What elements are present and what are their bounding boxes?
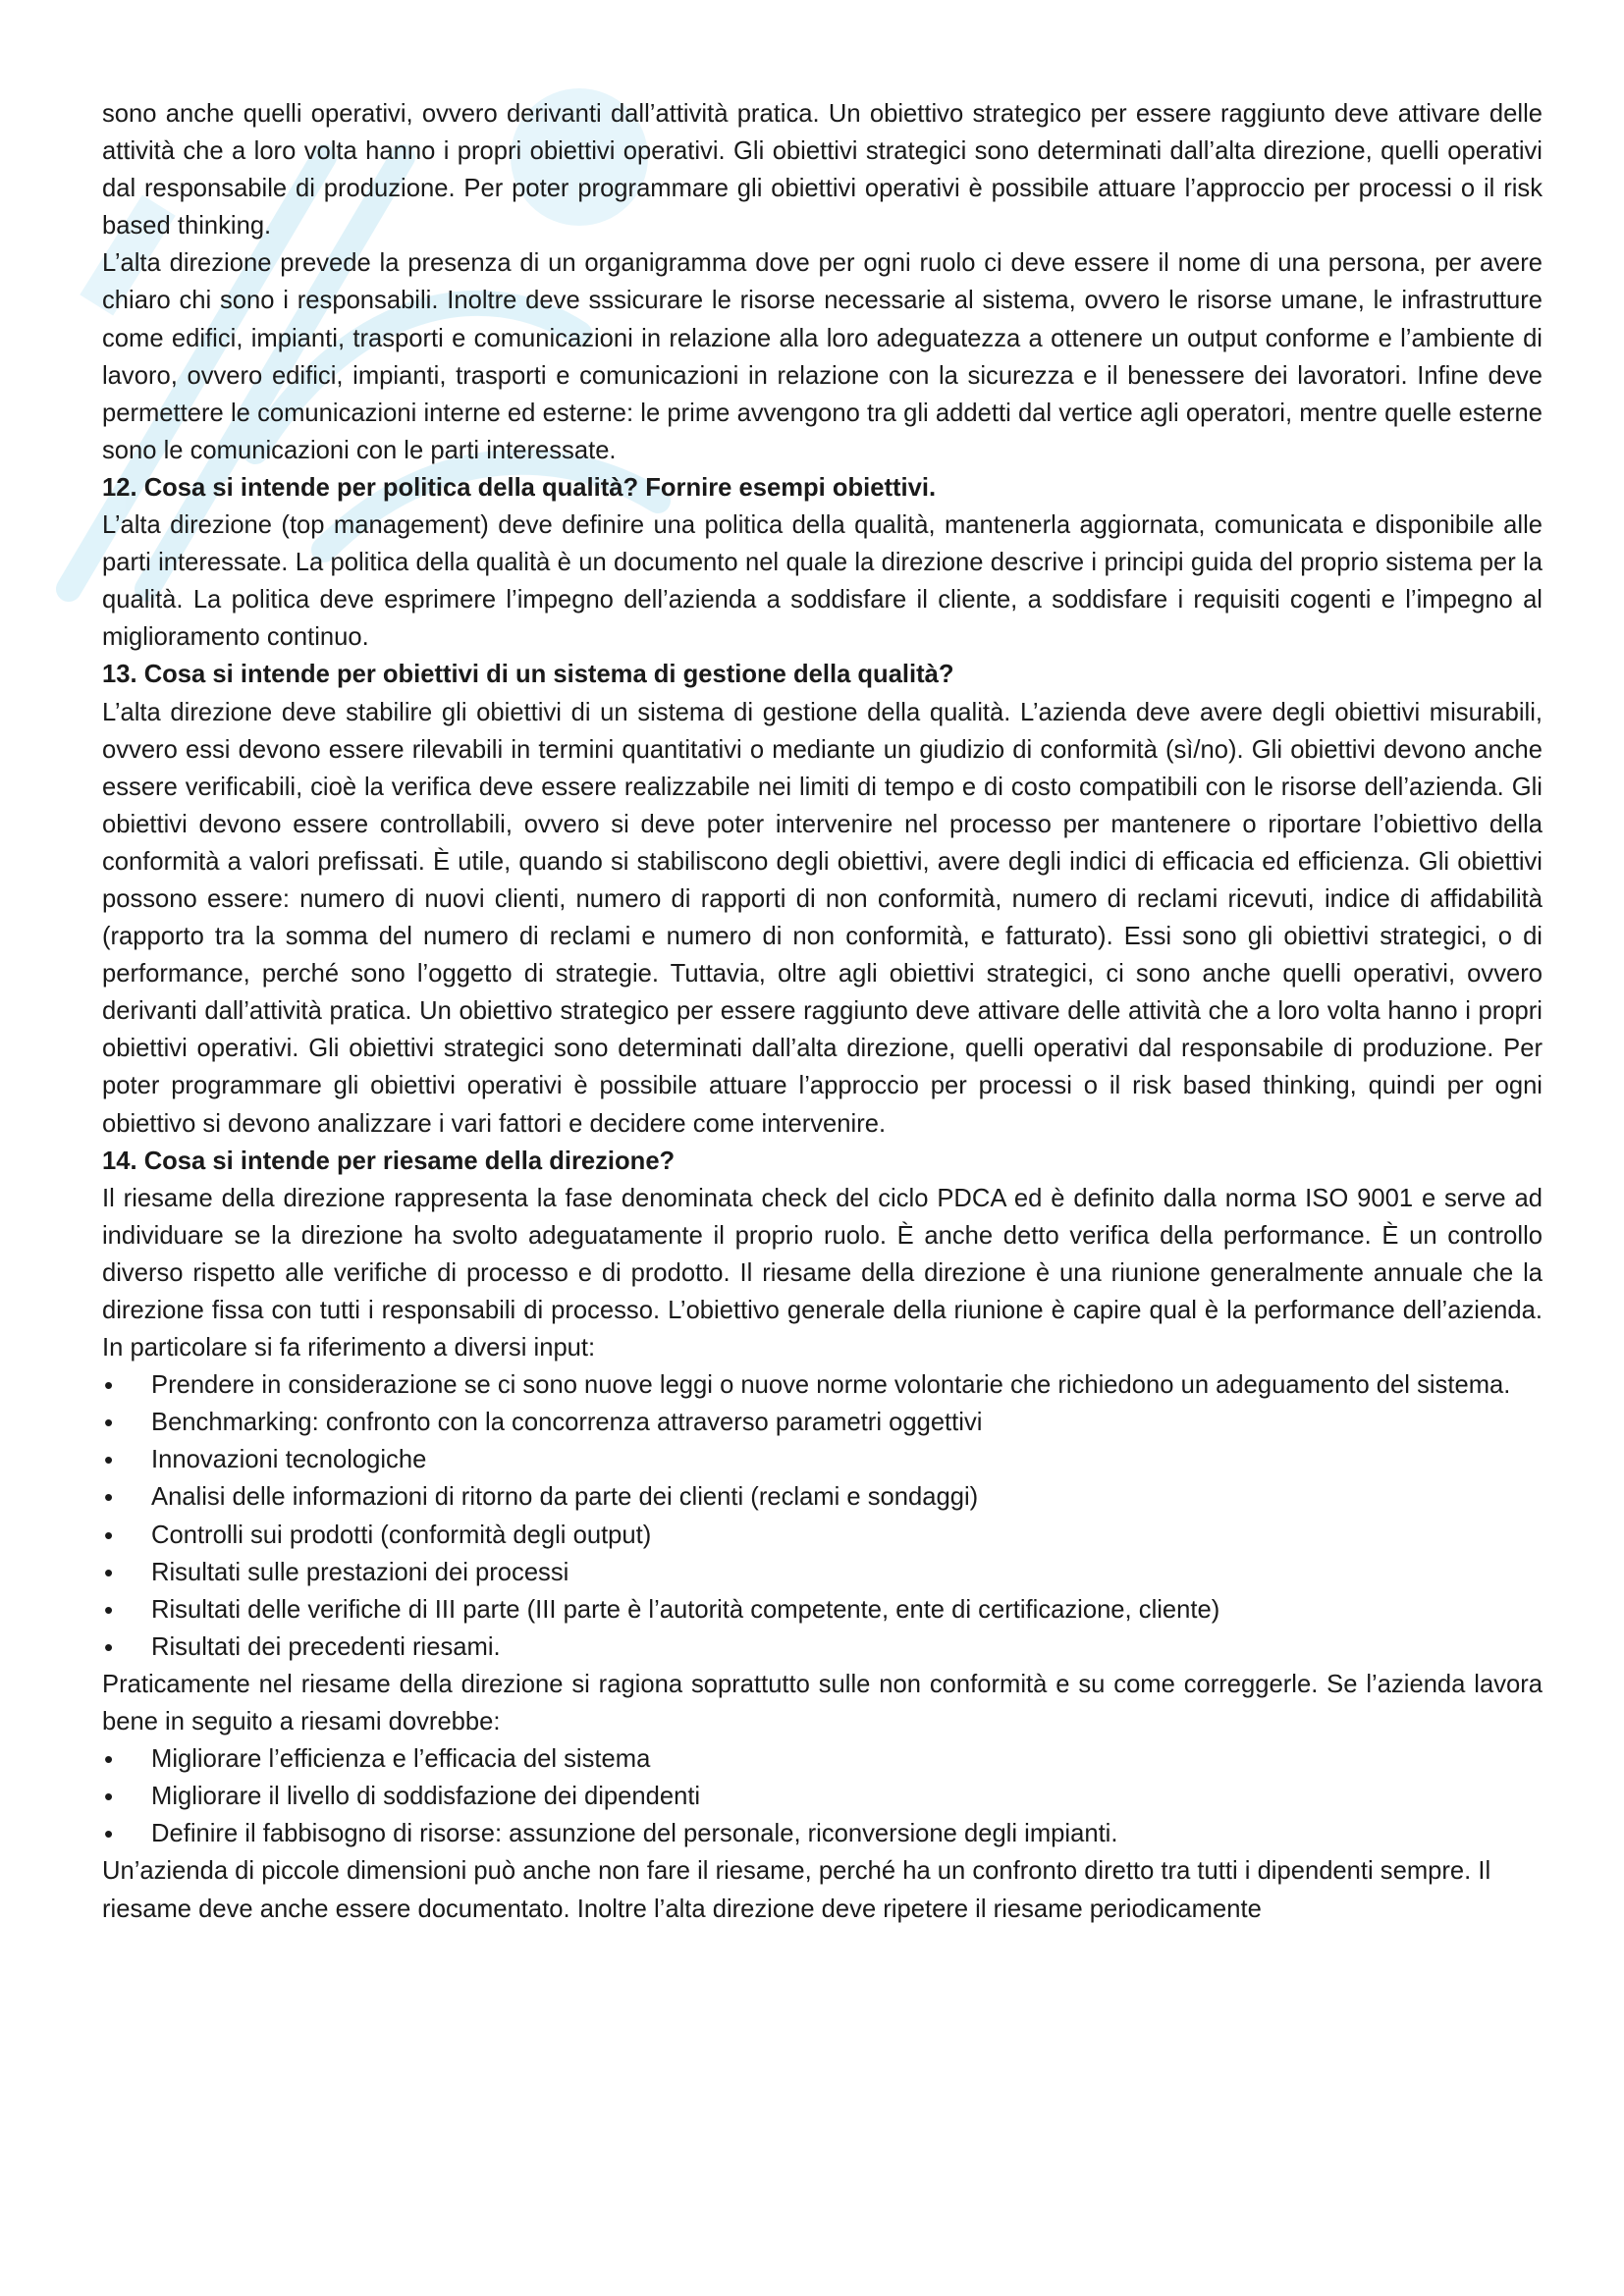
- section-12-body: L’alta direzione (top management) deve definire una politica della qualità, mantenerla aggiornata, comunicata e disponibile alle parti interessate. La politica della qualità è un documento nel quale la direzione descrive i principi guida del proprio sistema per la qualità. La politica deve esprimere l’impegno dell’azienda a soddisfare il cliente, a soddisfare i requisiti cogenti e l’impegno al miglioramento continuo.: [102, 511, 1543, 652]
- section-11-paragraph-2: L’alta direzione prevede la presenza di un organigramma dove per ogni ruolo ci deve essere il nome di una persona, per avere chiaro chi sono i responsabili. Inoltre deve sssicurare le risorse necessarie al sistema, ovvero le risorse umane, le infrastrutture come edifici, impianti, trasporti e comunicazioni in relazione alla loro adeguatezza a ottenere un output conforme e l’ambiente di lavoro, ovvero edifici, impianti, trasporti e comunicazioni in relazione con la sicurezza e il benessere dei lavoratori. Infine deve permettere le comunicazioni interne ed esterne: le prime avvengono tra gli addetti dal vertice agli operatori, mentre quelle esterne sono le comunicazioni con le parti interessate.: [102, 249, 1543, 464]
- section-14-closing: Un’azienda di piccole dimensioni può anche non fare il riesame, perché ha un confronto diretto tra tutti i dipendenti sempre. Il riesame deve anche essere documentato. Inoltre l’alta direzione deve ripetere il riesame periodicamente: [102, 1857, 1491, 1923]
- section-14-intro: Il riesame della direzione rappresenta la fase denominata check del ciclo PDCA ed è definito dalla norma ISO 9001 e serve ad individuare se la direzione ha svolto adeguatamente il proprio ruolo. È anche detto verifica della performance. È un controllo diverso rispetto alle verifiche di processo e di prodotto. Il riesame della direzione è una riunione generalmente annuale che la direzione fissa con tutti i responsabili di processo. L’obiettivo generale della riunione è capire qual è la performance dell’azienda. In particolare si fa riferimento a diversi input:: [102, 1184, 1543, 1362]
- section-14-title: 14. Cosa si intende per riesame della direzione?: [102, 1147, 676, 1175]
- section-13-body: L’alta direzione deve stabilire gli obiettivi di un sistema di gestione della qualità. L’azienda deve avere degli obiettivi misurabili, ovvero essi devono essere rilevabili in termini quantitativi o mediante un giudizio di conformità (sì/no). Gli obiettivi devono anche essere verificabili, cioè la verifica deve essere realizzabile nei limiti di tempo e di costo compatibili con le risorse dell’azienda. Gli obiettivi devono essere controllabili, ovvero si deve poter intervenire nel processo per mantenere o riportare l’obiettivo della conformità a valori prefissati. È utile, quando si stabiliscono degli obiettivi, avere degli indici di efficacia ed efficienza. Gli obiettivi possono essere: numero di nuovi clienti, numero di rapporti di non conformità, numero di reclami ricevuti, indice di affidabilità (rapporto tra la somma del numero di reclami e numero di non conformità, e fatturato). Essi sono gli obiettivi strategici, o di performance, perché sono l’oggetto di strategie. Tuttavia, oltre agli obiettivi strategici, ci sono anche quelli operativi, ovvero derivanti dall’attività pratica. Un obiettivo strategico per essere raggiunto deve attivare delle attività che a loro volta hanno i propri obiettivi operativi. Gli obiettivi strategici sono determinati dall’alta direzione, quelli operativi dal responsabile di produzione. Per poter programmare gli obiettivi operativi è possibile attuare l’approccio per processi o il risk based thinking, quindi per ogni obiettivo si devono analizzare i vari fattori e decidere come intervenire.: [102, 698, 1543, 1138]
- list-item: • Definire il fabbisogno di risorse: assunzione del personale, riconversione degli impianti.: [102, 1815, 1543, 1852]
- list-item: • Migliorare l’efficienza e l’efficacia del sistema: [102, 1740, 1543, 1778]
- section-12-title: 12. Cosa si intende per politica della qualità? Fornire esempi obiettivi.: [102, 473, 937, 502]
- review-inputs-list: [102, 1366, 1543, 1666]
- list-item: • Migliorare il livello di soddisfazione dei dipendenti: [102, 1778, 1543, 1815]
- section-11-paragraph-1: sono anche quelli operativi, ovvero derivanti dall’attività pratica. Un obiettivo strategico per essere raggiunto deve attivare delle attività che a loro volta hanno i propri obiettivi operativi. Gli obiettivi strategici sono determinati dall’alta direzione, quelli operativi dal responsabile di produzione. Per poter programmare gli obiettivi operativi è possibile attuare l’approccio per processi o il risk based thinking.: [102, 100, 1543, 240]
- list-item: • Risultati sulle prestazioni dei processi: [102, 1554, 1543, 1591]
- list-item: • Innovazioni tecnologiche: [102, 1441, 1543, 1478]
- list-item: • Prendere in considerazione se ci sono nuove leggi o nuove norme volontarie che richiedono un adeguamento del sistema.: [102, 1366, 1543, 1404]
- list-item: • Benchmarking: confronto con la concorrenza attraverso parametri oggettivi: [102, 1404, 1543, 1441]
- document-page: [102, 95, 1543, 1928]
- review-outcomes-list: [102, 1740, 1543, 1852]
- list-item: • Risultati dei precedenti riesami.: [102, 1629, 1543, 1666]
- list-item: • Risultati delle verifiche di III parte (III parte è l’autorità competente, ente di certificazione, cliente): [102, 1591, 1543, 1629]
- list-item: • Analisi delle informazioni di ritorno da parte dei clienti (reclami e sondaggi): [102, 1478, 1543, 1516]
- list-item: • Controlli sui prodotti (conformità degli output): [102, 1517, 1543, 1554]
- section-14-middle: Praticamente nel riesame della direzione si ragiona soprattutto sulle non conformità e su come correggerle. Se l’azienda lavora bene in seguito a riesami dovrebbe:: [102, 1670, 1543, 1736]
- section-13-title: 13. Cosa si intende per obiettivi di un sistema di gestione della qualità?: [102, 661, 954, 689]
